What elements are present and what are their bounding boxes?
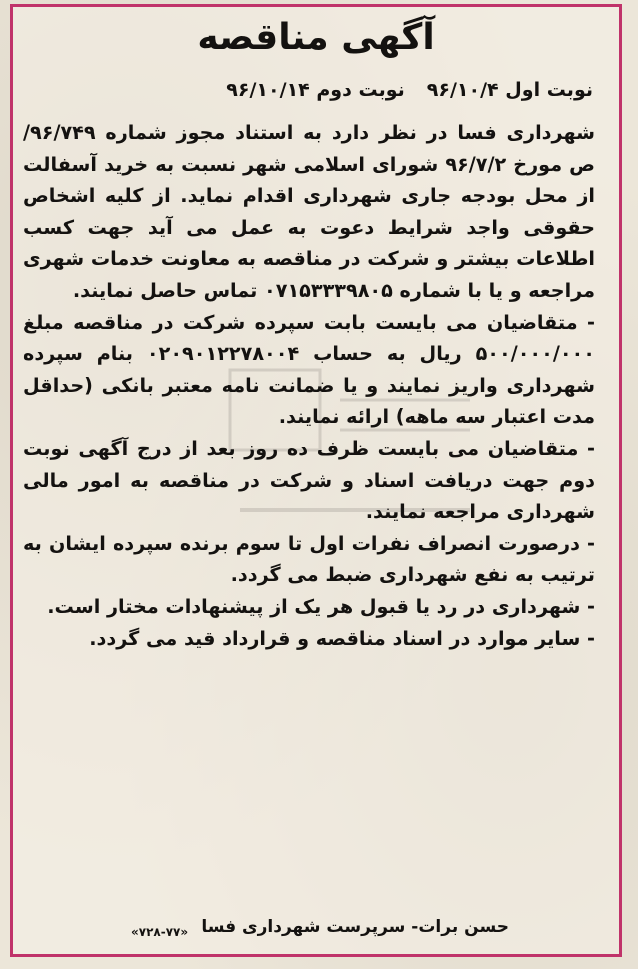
notice-code: «۷۲۸-۷۷» xyxy=(131,925,189,939)
paragraph-documents: - متقاضیان می بایست ظرف ده روز بعد از درج آگهی نوبت دوم جهت دریافت اسناد و شرکت در مناقصه به امور مالی شهرداری مراجعه نمایند. xyxy=(23,436,595,524)
notice-body xyxy=(23,117,595,654)
notice-dates xyxy=(204,79,593,101)
second-publication-date: نوبت دوم ۹۶/۱۰/۱۴ xyxy=(226,79,405,101)
first-publication-date: نوبت اول ۹۶/۱۰/۴ xyxy=(426,79,593,101)
paragraph-other: - سایر موارد در اسناد مناقصه و قرارداد قید می گردد. xyxy=(89,626,595,650)
notice-frame xyxy=(10,4,622,957)
signature: حسن برات- سرپرست شهرداری فسا xyxy=(201,917,509,937)
paragraph-withdrawal: - درصورت انصراف نفرات اول تا سوم برنده سپرده ایشان به ترتیب به نفع شهرداری ضبط می گردد. xyxy=(23,531,595,587)
paragraph-intro: شهرداری فسا در نظر دارد به استناد مجوز شماره ۹۶/۷۴۹/ ص مورخ ۹۶/۷/۲ شورای اسلامی شهر نسبت به خرید آسفالت از محل بودجه جاری شهرداری اقدام نماید. از کلیه اشخاص حقوقی واجد شرایط دعوت به عمل می آید جهت کسب اطلاعات بیشتر و شرکت در مناقصه به معاونت خدمات شهری مراجعه و یا با شماره ۰۷۱۵۳۳۳۹۸۰۵ تماس حاصل نمایند. xyxy=(23,121,595,302)
paragraph-rights: - شهرداری در رد یا قبول هر یک از پیشنهادات مختار است. xyxy=(47,594,595,618)
notice-title: آگهی مناقصه xyxy=(197,17,435,58)
paragraph-deposit: - متقاضیان می بایست بابت سپرده شرکت در مناقصه مبلغ ۵۰۰/۰۰۰/۰۰۰ ریال به حساب ۰۲۰۹۰۱۲۲۷۸۰۰۴ بنام سپرده شهرداری واریز نمایند و یا ضمانت نامه معتبر بانکی (حداقل مدت اعتبار سه ماهه) ارائه نمایند. xyxy=(23,310,595,429)
